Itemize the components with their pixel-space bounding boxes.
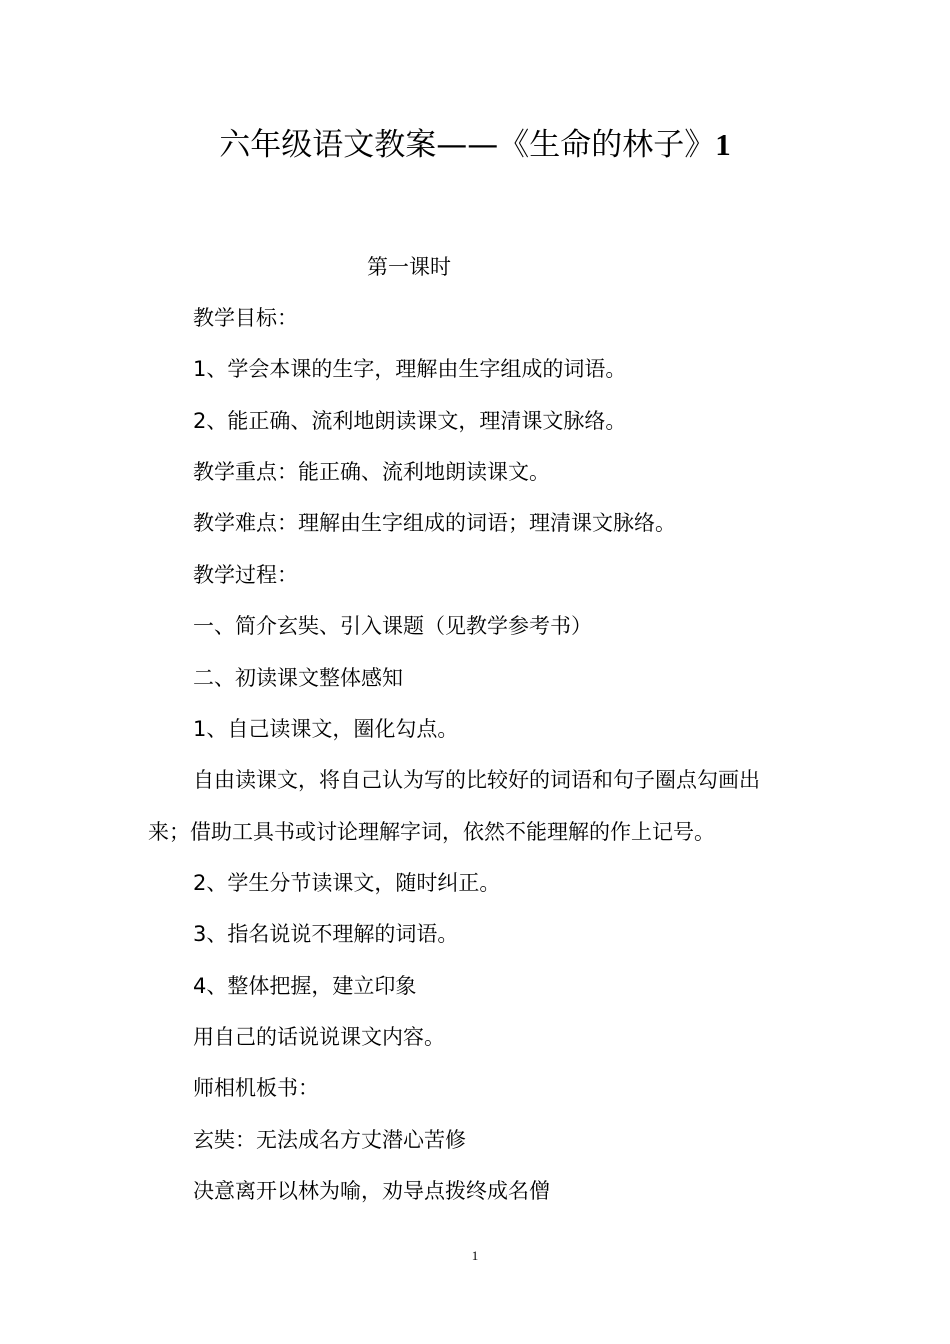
lesson-period-heading: 第一课时: [367, 255, 451, 279]
paragraph-line: 3、指名说说不理解的词语。: [193, 922, 459, 946]
paragraph-line: 1、自己读课文，圈化勾点。: [193, 717, 459, 741]
paragraph-line: 二、初读课文整体感知: [193, 666, 403, 690]
paragraph-line: 2、能正确、流利地朗读课文，理清课文脉络。: [193, 409, 627, 433]
paragraph-line: 师相机板书：: [193, 1076, 319, 1100]
paragraph-line: 1、学会本课的生字，理解由生字组成的词语。: [193, 357, 627, 381]
page-number: 1: [471, 1248, 479, 1263]
paragraph-line: 自由读课文，将自己认为写的比较好的词语和句子圈点勾画出: [193, 768, 760, 792]
paragraph-line: 用自己的话说说课文内容。: [193, 1025, 445, 1049]
title-text: 六年级语文教案——《生命的林子》: [219, 127, 716, 163]
paragraph-line: 来；借助工具书或讨论理解字词，依然不能理解的作上记号。: [148, 820, 715, 844]
paragraph-line: 4、整体把握，建立印象: [193, 974, 417, 998]
paragraph-line: 教学过程：: [193, 563, 298, 587]
document-title: [0, 122, 950, 168]
paragraph-line: 决意离开以林为喻，劝导点拨终成名僧: [193, 1179, 550, 1203]
title-number: 1: [715, 127, 731, 162]
paragraph-line: 玄奘：无法成名方丈潜心苦修: [193, 1128, 466, 1152]
paragraph-line: 教学难点：理解由生字组成的词语；理清课文脉络。: [193, 511, 676, 535]
paragraph-line: 教学目标：: [193, 306, 298, 330]
paragraph-line: 一、简介玄奘、引入课题（见教学参考书）: [193, 614, 592, 638]
paragraph-line: 教学重点：能正确、流利地朗读课文。: [193, 460, 550, 484]
paragraph-line: 2、学生分节读课文，随时纠正。: [193, 871, 501, 895]
